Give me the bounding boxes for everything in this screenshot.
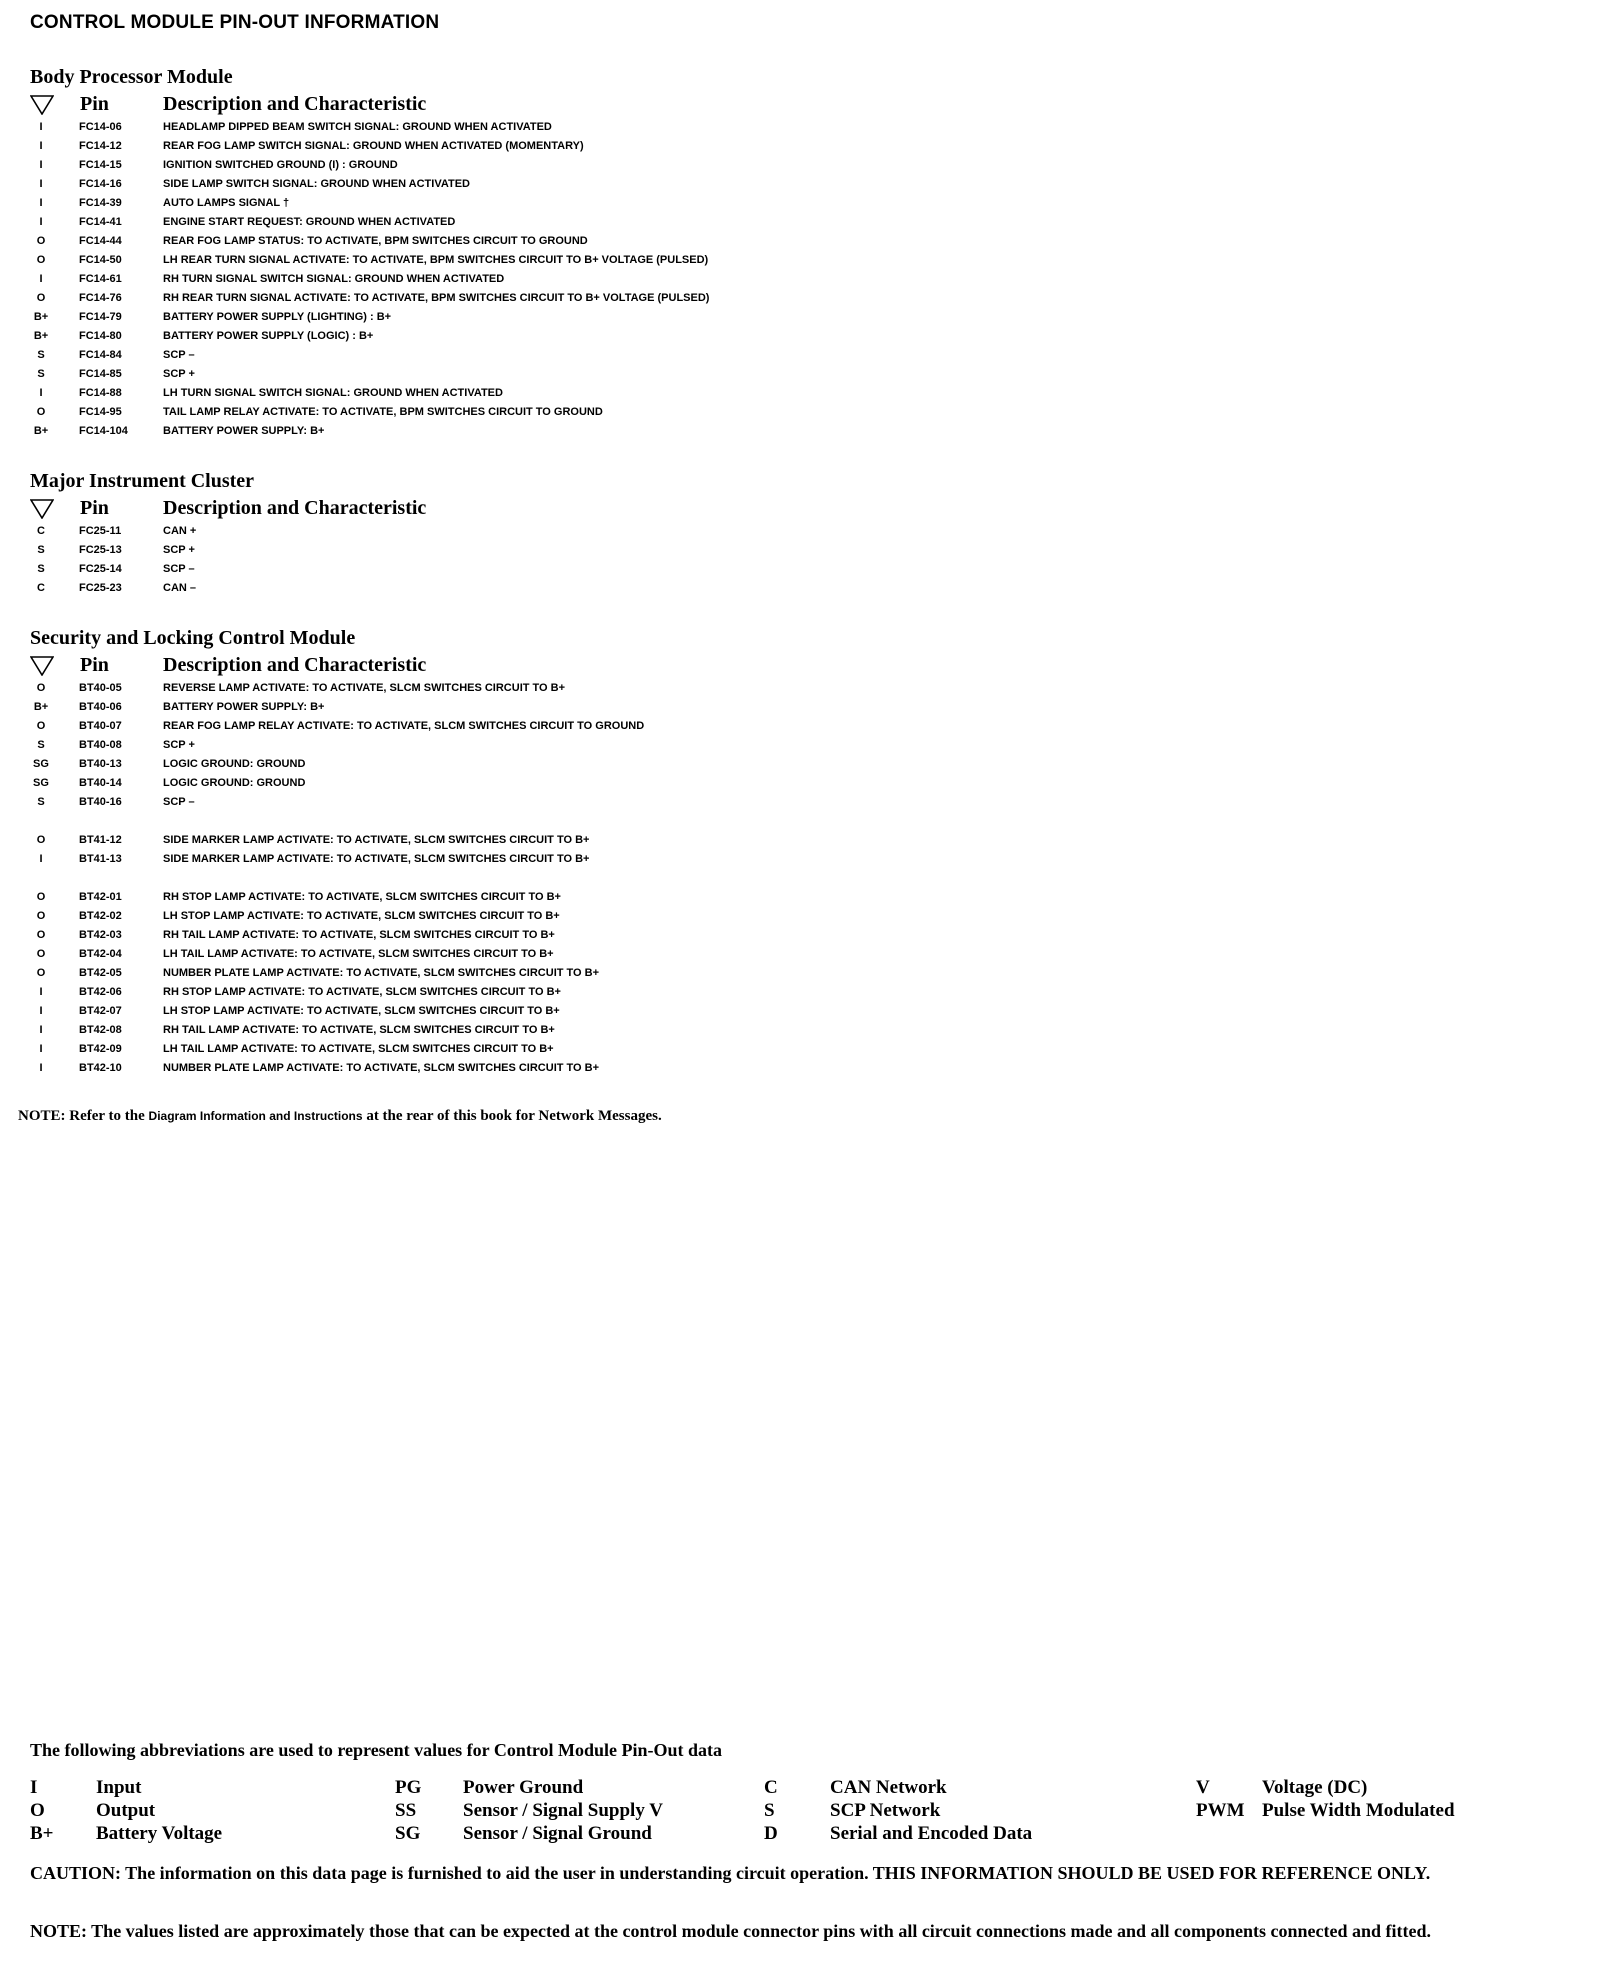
abbreviation-key: O — [30, 1800, 45, 1821]
pin-description: SCP – — [163, 796, 195, 808]
pin-description: BATTERY POWER SUPPLY (LIGHTING) : B+ — [163, 311, 392, 323]
pin-list — [30, 888, 1570, 1078]
pin-description: ENGINE START REQUEST: GROUND WHEN ACTIVATED — [163, 216, 456, 228]
abbreviation-meaning: Battery Voltage — [96, 1823, 223, 1844]
pin-row — [30, 579, 1570, 598]
note-reference: Diagram Information and Instructions — [148, 1109, 363, 1123]
pin-type: O — [36, 292, 46, 304]
pin-row — [30, 522, 1570, 541]
pin-id: BT40-14 — [79, 777, 122, 789]
pin-type: O — [36, 891, 46, 903]
pin-id: BT42-07 — [79, 1005, 122, 1017]
pin-type: I — [39, 140, 43, 152]
pin-description: REAR FOG LAMP STATUS: TO ACTIVATE, BPM SWITCHES CIRCUIT TO GROUND — [163, 235, 588, 247]
pin-id: BT42-05 — [79, 967, 122, 979]
pin-type: O — [36, 948, 46, 960]
pin-type: I — [39, 853, 43, 865]
pin-description: IGNITION SWITCHED GROUND (I) : GROUND — [163, 159, 398, 171]
group-spacer — [30, 869, 1570, 888]
pin-id: FC14-80 — [79, 330, 122, 342]
pin-type: I — [39, 1005, 43, 1017]
pin-list — [30, 118, 1570, 441]
pin-row — [30, 289, 1570, 308]
pin-description: RH STOP LAMP ACTIVATE: TO ACTIVATE, SLCM SWITCHES CIRCUIT TO B+ — [163, 891, 561, 903]
pin-description: NUMBER PLATE LAMP ACTIVATE: TO ACTIVATE, SLCM SWITCHES CIRCUIT TO B+ — [163, 967, 600, 979]
pin-row — [30, 755, 1570, 774]
pin-id: FC14-76 — [79, 292, 122, 304]
values-note: NOTE: The values listed are approximately those that can be expected at the control module connector pins with all circuit connections made and all components connected and fitted. — [30, 1921, 1431, 1941]
section-title: Body Processor Module — [30, 66, 233, 88]
pin-description: SCP – — [163, 563, 195, 575]
pin-description: LOGIC GROUND: GROUND — [163, 777, 306, 789]
pin-description: AUTO LAMPS SIGNAL † — [163, 197, 290, 209]
pin-id: FC14-61 — [79, 273, 122, 285]
pin-type: S — [37, 796, 45, 808]
pin-description: LH TAIL LAMP ACTIVATE: TO ACTIVATE, SLCM SWITCHES CIRCUIT TO B+ — [163, 1043, 554, 1055]
pin-id: FC14-12 — [79, 140, 122, 152]
pin-row — [30, 983, 1570, 1002]
pin-description: RH REAR TURN SIGNAL ACTIVATE: TO ACTIVATE, BPM SWITCHES CIRCUIT TO B+ VOLTAGE (PULSED) — [163, 292, 710, 304]
abbreviation-key: V — [1196, 1777, 1210, 1798]
abbreviation-key: SS — [395, 1800, 417, 1821]
pin-row — [30, 560, 1570, 579]
pin-type: O — [36, 967, 46, 979]
abbreviation-key: PG — [395, 1777, 422, 1798]
pin-id: FC25-23 — [79, 582, 122, 594]
pin-id: FC14-50 — [79, 254, 122, 266]
pin-description: BATTERY POWER SUPPLY (LOGIC) : B+ — [163, 330, 374, 342]
pin-type: O — [36, 682, 46, 694]
network-note — [18, 1108, 662, 1125]
pin-id: FC14-84 — [79, 349, 122, 361]
pin-id: BT40-08 — [79, 739, 122, 751]
pin-description: LH STOP LAMP ACTIVATE: TO ACTIVATE, SLCM SWITCHES CIRCUIT TO B+ — [163, 1005, 560, 1017]
description-header: Description and Characteristic — [163, 654, 427, 676]
pin-type: I — [39, 1043, 43, 1055]
pin-description: LH TURN SIGNAL SWITCH SIGNAL: GROUND WHEN ACTIVATED — [163, 387, 503, 399]
description-header: Description and Characteristic — [163, 93, 427, 115]
pin-row — [30, 365, 1570, 384]
abbreviation-meaning: CAN Network — [830, 1777, 947, 1798]
pin-type: I — [39, 216, 43, 228]
pin-row — [30, 270, 1570, 289]
column-header — [30, 651, 1570, 679]
direction-triangle-icon — [30, 656, 54, 676]
direction-triangle-icon — [30, 499, 54, 519]
abbreviations-title: The following abbreviations are used to represent values for Control Module Pin-Out data — [30, 1740, 723, 1760]
description-header: Description and Characteristic — [163, 497, 427, 519]
pin-row — [30, 945, 1570, 964]
abbreviation-meaning: Output — [96, 1800, 156, 1821]
pin-row — [30, 175, 1570, 194]
pin-description: BATTERY POWER SUPPLY: B+ — [163, 701, 325, 713]
abbreviation-meaning: Sensor / Signal Supply V — [463, 1800, 663, 1821]
note-suffix: at the rear of this book for Network Messages. — [362, 1108, 662, 1124]
pin-row — [30, 907, 1570, 926]
pin-id: BT42-02 — [79, 910, 122, 922]
abbreviation-meaning: SCP Network — [830, 1800, 941, 1821]
pin-id: BT42-08 — [79, 1024, 122, 1036]
pin-description: SCP + — [163, 368, 195, 380]
abbreviation-column-4 — [1196, 1776, 1566, 1822]
pin-type: B+ — [33, 330, 49, 342]
pin-row — [30, 327, 1570, 346]
pin-type: S — [37, 349, 45, 361]
column-header — [30, 494, 1570, 522]
pin-row — [30, 736, 1570, 755]
pin-type: S — [37, 368, 45, 380]
pin-description: NUMBER PLATE LAMP ACTIVATE: TO ACTIVATE, SLCM SWITCHES CIRCUIT TO B+ — [163, 1062, 600, 1074]
section-security-locking-control-module — [30, 625, 1570, 1078]
pin-id: FC25-13 — [79, 544, 122, 556]
pin-row — [30, 156, 1570, 175]
pin-id: FC14-85 — [79, 368, 122, 380]
pin-type: I — [39, 159, 43, 171]
pin-row — [30, 679, 1570, 698]
pin-row — [30, 888, 1570, 907]
pin-list — [30, 679, 1570, 812]
pin-id: BT42-01 — [79, 891, 122, 903]
pin-type: O — [36, 254, 46, 266]
abbreviation-meaning: Power Ground — [463, 1777, 584, 1798]
pin-id: FC14-104 — [79, 425, 128, 437]
pin-row — [30, 213, 1570, 232]
note-prefix: NOTE: Refer to the — [18, 1108, 149, 1124]
pin-list — [30, 831, 1570, 869]
pin-type: SG — [33, 758, 49, 770]
pin-description: REAR FOG LAMP RELAY ACTIVATE: TO ACTIVATE, SLCM SWITCHES CIRCUIT TO GROUND — [163, 720, 645, 732]
pin-row — [30, 1002, 1570, 1021]
pin-description: SCP + — [163, 739, 195, 751]
pin-id: FC14-95 — [79, 406, 122, 418]
pin-type: I — [39, 986, 43, 998]
pin-row — [30, 850, 1570, 869]
pin-description: RH STOP LAMP ACTIVATE: TO ACTIVATE, SLCM SWITCHES CIRCUIT TO B+ — [163, 986, 561, 998]
pin-row — [30, 926, 1570, 945]
pin-type: I — [39, 387, 43, 399]
section-title: Security and Locking Control Module — [30, 627, 356, 649]
pin-header: Pin — [80, 93, 109, 115]
page-title: CONTROL MODULE PIN-OUT INFORMATION — [30, 12, 440, 33]
pin-type: C — [37, 525, 45, 537]
pin-row — [30, 698, 1570, 717]
pin-description: TAIL LAMP RELAY ACTIVATE: TO ACTIVATE, BPM SWITCHES CIRCUIT TO GROUND — [163, 406, 603, 418]
pin-id: FC14-15 — [79, 159, 122, 171]
pin-description: HEADLAMP DIPPED BEAM SWITCH SIGNAL: GROUND WHEN ACTIVATED — [163, 121, 552, 133]
abbreviation-meaning: Pulse Width Modulated — [1262, 1800, 1455, 1821]
abbreviation-key: SG — [395, 1823, 421, 1844]
pin-header: Pin — [80, 497, 109, 519]
pin-type: C — [37, 582, 45, 594]
pin-type: O — [36, 406, 46, 418]
pin-row — [30, 384, 1570, 403]
pin-description: CAN + — [163, 525, 197, 537]
pin-description: LH TAIL LAMP ACTIVATE: TO ACTIVATE, SLCM SWITCHES CIRCUIT TO B+ — [163, 948, 554, 960]
pin-type: B+ — [33, 425, 49, 437]
section-title: Major Instrument Cluster — [30, 470, 255, 492]
pin-id: BT42-04 — [79, 948, 122, 960]
pin-row — [30, 251, 1570, 270]
pin-id: BT41-12 — [79, 834, 122, 846]
section-body-processor-module — [30, 64, 1570, 441]
pin-description: SIDE LAMP SWITCH SIGNAL: GROUND WHEN ACTIVATED — [163, 178, 470, 190]
pin-description: REAR FOG LAMP SWITCH SIGNAL: GROUND WHEN ACTIVATED (MOMENTARY) — [163, 140, 584, 152]
pin-id: BT40-13 — [79, 758, 122, 770]
direction-triangle-icon — [30, 95, 54, 115]
pin-id: FC14-41 — [79, 216, 122, 228]
pin-type: O — [36, 720, 46, 732]
section-major-instrument-cluster — [30, 468, 1570, 598]
pin-description: CAN – — [163, 582, 197, 594]
pin-row — [30, 194, 1570, 213]
pin-row — [30, 964, 1570, 983]
abbreviation-column-1 — [30, 1776, 390, 1845]
abbreviation-meaning: Serial and Encoded Data — [830, 1823, 1033, 1844]
pin-description: LOGIC GROUND: GROUND — [163, 758, 306, 770]
pin-id: BT42-06 — [79, 986, 122, 998]
abbreviation-meaning: Input — [96, 1777, 142, 1798]
pin-type: O — [36, 834, 46, 846]
pin-type: I — [39, 178, 43, 190]
pin-id: FC25-11 — [79, 525, 122, 537]
pin-description: SCP – — [163, 349, 195, 361]
pin-description: LH STOP LAMP ACTIVATE: TO ACTIVATE, SLCM SWITCHES CIRCUIT TO B+ — [163, 910, 560, 922]
pin-type: SG — [33, 777, 49, 789]
pin-header: Pin — [80, 654, 109, 676]
pin-id: FC14-39 — [79, 197, 122, 209]
pin-description: BATTERY POWER SUPPLY: B+ — [163, 425, 325, 437]
pin-type: I — [39, 1062, 43, 1074]
column-header — [30, 90, 1570, 118]
pin-row — [30, 1021, 1570, 1040]
abbreviation-key: I — [30, 1777, 38, 1798]
pin-row — [30, 346, 1570, 365]
pin-type: I — [39, 273, 43, 285]
pin-row — [30, 1040, 1570, 1059]
caution-text: CAUTION: The information on this data page is furnished to aid the user in understanding circuit operation. THIS INFORMATION SHOULD BE USED FOR REFERENCE ONLY. — [30, 1863, 1431, 1883]
pin-list — [30, 522, 1570, 598]
pin-id: BT40-16 — [79, 796, 122, 808]
pin-id: FC14-88 — [79, 387, 122, 399]
pin-type: O — [36, 929, 46, 941]
pin-type: B+ — [33, 701, 49, 713]
pin-type: S — [37, 544, 45, 556]
pin-row — [30, 137, 1570, 156]
pin-id: FC14-16 — [79, 178, 122, 190]
pin-id: FC25-14 — [79, 563, 122, 575]
abbreviation-meaning: Sensor / Signal Ground — [463, 1823, 652, 1844]
pin-description: SIDE MARKER LAMP ACTIVATE: TO ACTIVATE, SLCM SWITCHES CIRCUIT TO B+ — [163, 853, 590, 865]
pin-row — [30, 831, 1570, 850]
pin-id: BT40-07 — [79, 720, 122, 732]
abbreviation-key: C — [764, 1777, 778, 1798]
pin-row — [30, 422, 1570, 441]
pin-row — [30, 118, 1570, 137]
pin-row — [30, 541, 1570, 560]
pin-description: RH TAIL LAMP ACTIVATE: TO ACTIVATE, SLCM SWITCHES CIRCUIT TO B+ — [163, 929, 555, 941]
pin-id: BT40-06 — [79, 701, 122, 713]
pin-id: FC14-79 — [79, 311, 122, 323]
pin-id: FC14-44 — [79, 235, 122, 247]
pin-type: S — [37, 739, 45, 751]
pin-type: O — [36, 235, 46, 247]
pin-row — [30, 1059, 1570, 1078]
pin-description: RH TAIL LAMP ACTIVATE: TO ACTIVATE, SLCM SWITCHES CIRCUIT TO B+ — [163, 1024, 555, 1036]
abbreviation-key: S — [764, 1800, 775, 1821]
pin-description: SCP + — [163, 544, 195, 556]
pin-type: I — [39, 197, 43, 209]
pin-type: B+ — [33, 311, 49, 323]
pin-description: REVERSE LAMP ACTIVATE: TO ACTIVATE, SLCM SWITCHES CIRCUIT TO B+ — [163, 682, 566, 694]
pin-row — [30, 774, 1570, 793]
pin-type: I — [39, 1024, 43, 1036]
abbreviation-key: B+ — [30, 1823, 54, 1844]
abbreviation-column-2 — [395, 1776, 755, 1845]
pin-description: SIDE MARKER LAMP ACTIVATE: TO ACTIVATE, SLCM SWITCHES CIRCUIT TO B+ — [163, 834, 590, 846]
pin-id: BT42-03 — [79, 929, 122, 941]
pin-type: O — [36, 910, 46, 922]
abbreviation-meaning: Voltage (DC) — [1262, 1777, 1368, 1798]
abbreviation-key: PWM — [1196, 1800, 1245, 1821]
pin-id: FC14-06 — [79, 121, 122, 133]
group-spacer — [30, 812, 1570, 831]
pin-id: BT42-09 — [79, 1043, 122, 1055]
pin-description: RH TURN SIGNAL SWITCH SIGNAL: GROUND WHEN ACTIVATED — [163, 273, 505, 285]
pin-row — [30, 717, 1570, 736]
pin-id: BT42-10 — [79, 1062, 122, 1074]
pin-row — [30, 403, 1570, 422]
pin-row — [30, 793, 1570, 812]
pin-type: S — [37, 563, 45, 575]
pin-description: LH REAR TURN SIGNAL ACTIVATE: TO ACTIVATE, BPM SWITCHES CIRCUIT TO B+ VOLTAGE (PULSED) — [163, 254, 709, 266]
abbreviation-column-3 — [764, 1776, 1124, 1845]
pin-id: BT40-05 — [79, 682, 122, 694]
abbreviation-key: D — [764, 1823, 778, 1844]
pin-row — [30, 232, 1570, 251]
pin-id: BT41-13 — [79, 853, 122, 865]
pin-type: I — [39, 121, 43, 133]
pin-row — [30, 308, 1570, 327]
